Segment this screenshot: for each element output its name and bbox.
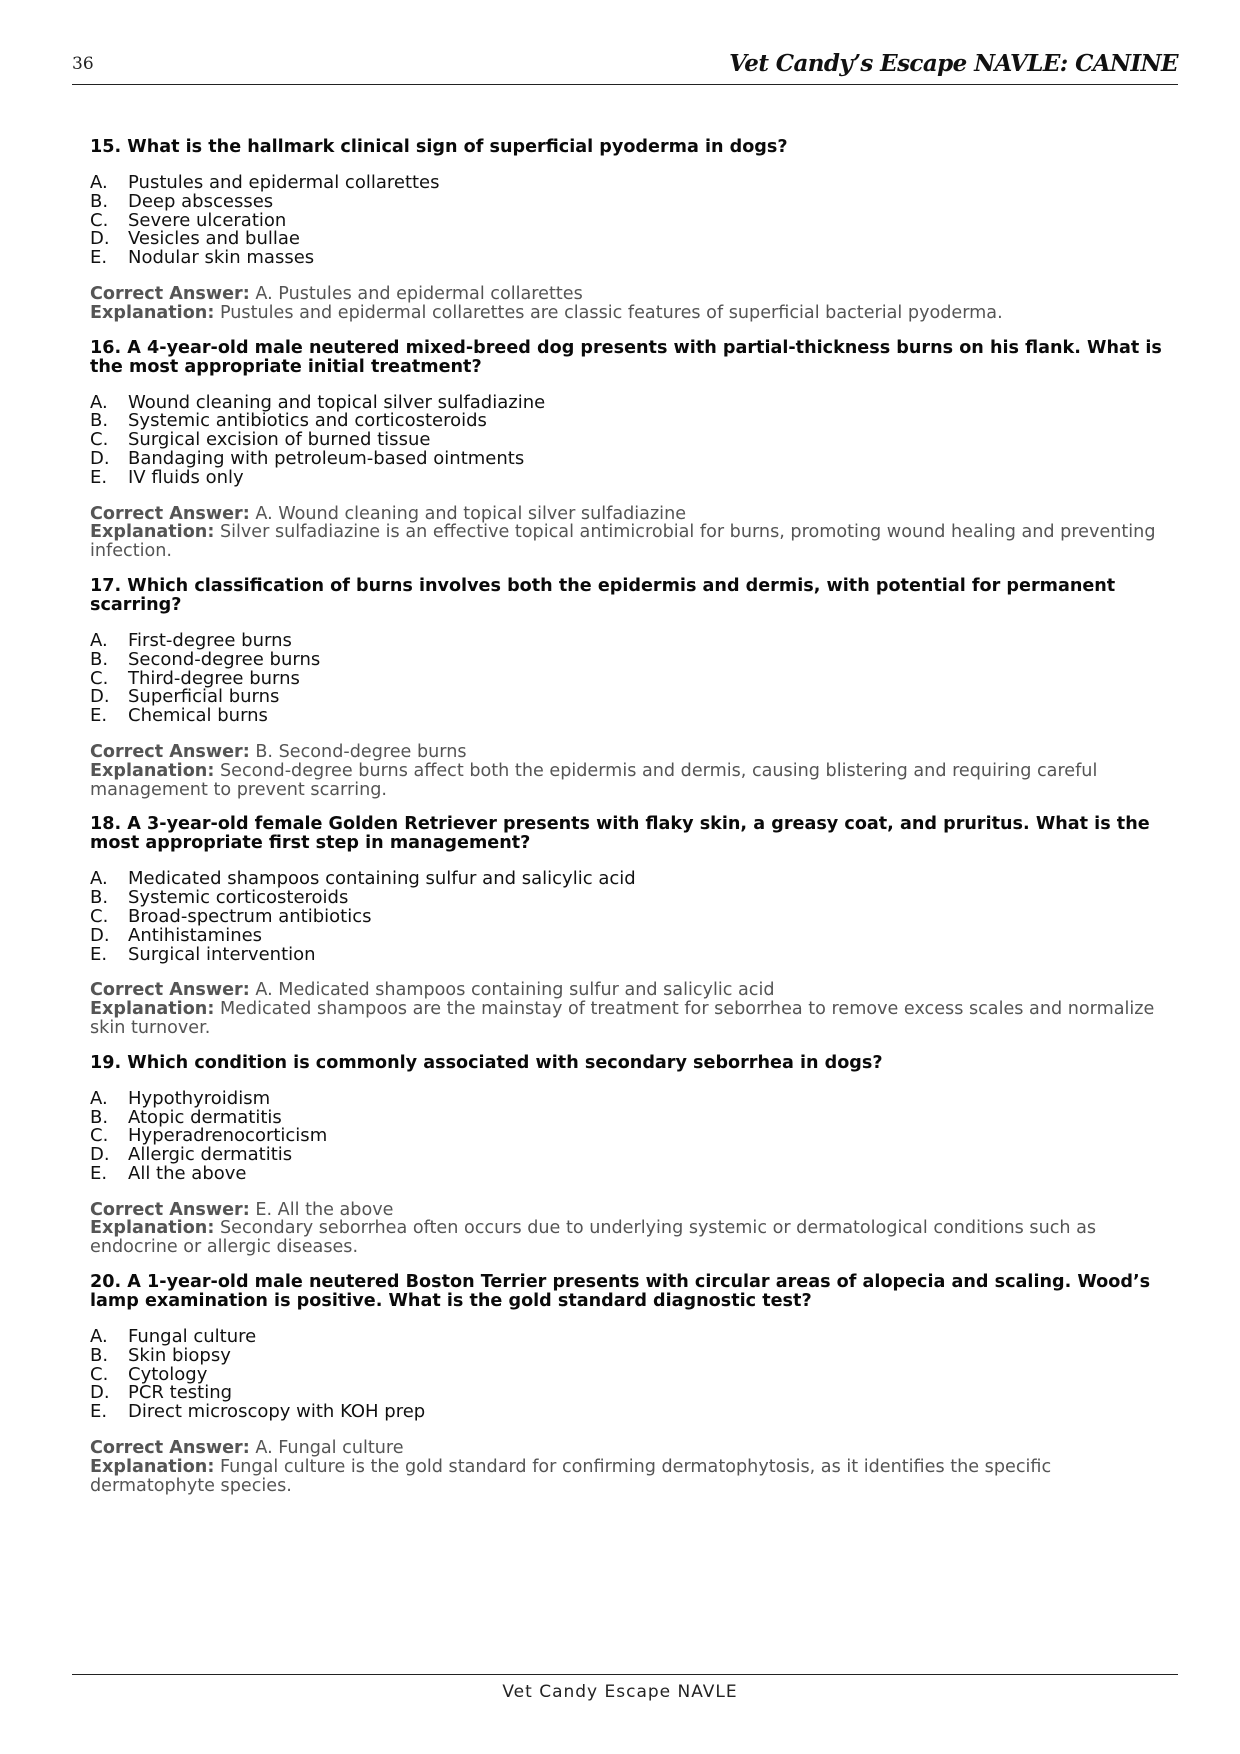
option-text: Antihistamines <box>128 924 263 946</box>
option-text: Surgical intervention <box>128 943 316 965</box>
option-text: Atopic dermatitis <box>128 1106 282 1128</box>
explanation-text: Medicated shampoos are the mainstay of treatment for seborrhea to remove excess scales and normalize skin turnover. <box>90 999 1155 1038</box>
option-text: Pustules and epidermal collarettes <box>128 172 440 193</box>
option-text: Nodular skin masses <box>128 247 315 269</box>
option-item <box>90 1328 1170 1347</box>
correct-answer-value: B. Second-degree burns <box>255 741 467 762</box>
answer-block <box>90 981 1170 1037</box>
option-letter: D. <box>90 228 110 250</box>
option-item <box>90 466 1170 488</box>
explanation <box>90 1458 1170 1496</box>
option-text: Bandaging with petroleum-based ointments <box>128 447 525 469</box>
footer-text: Vet Candy Escape NAVLE <box>502 1682 738 1702</box>
correct-answer-label: Correct Answer: <box>90 283 250 304</box>
option-item <box>90 190 1170 212</box>
option-list <box>90 1328 1170 1422</box>
question-text: 18. A 3-year-old female Golden Retriever presents with flaky skin, a greasy coat, and pruritus. What is the most appropriate first step in management? <box>90 814 1150 854</box>
option-list <box>90 629 1170 727</box>
option-text: Hypothyroidism <box>128 1087 271 1109</box>
correct-answer <box>90 1201 1170 1220</box>
option-item <box>90 1363 1170 1385</box>
option-item <box>90 648 1170 670</box>
option-letter: B. <box>90 887 109 909</box>
option-letter: E. <box>90 1162 108 1184</box>
option-letter: C. <box>90 905 109 927</box>
option-text: Fungal culture <box>128 1326 257 1348</box>
option-item <box>90 174 1170 193</box>
option-text: Surgical excision of burned tissue <box>128 429 431 451</box>
question-text: 20. A 1-year-old male neutered Boston Terrier presents with circular areas of alopecia and scaling. Wood’s lamp examination is positive. What is the gold standard diagnostic test? <box>90 1272 1151 1312</box>
option-text: Vesicles and bullae <box>128 228 300 250</box>
option-item <box>90 1087 1170 1109</box>
explanation-label: Explanation: <box>90 522 215 543</box>
option-text: Skin biopsy <box>128 1344 231 1366</box>
option-item <box>90 1146 1170 1165</box>
page-header <box>72 48 1178 85</box>
explanation-text: Silver sulfadiazine is an effective topical antimicrobial for burns, promoting wound healing and preventing infection. <box>90 522 1156 562</box>
option-item <box>90 1403 1170 1422</box>
question-text: 19. Which condition is commonly associated with secondary seborrhea in dogs? <box>90 1052 883 1073</box>
option-item <box>90 1162 1170 1184</box>
option-letter: E. <box>90 247 108 269</box>
explanation-text: Pustules and epidermal collarettes are classic features of superficial bacterial pyoderma. <box>219 302 1003 323</box>
explanation-label: Explanation: <box>90 1456 215 1477</box>
option-letter: E. <box>90 1401 108 1423</box>
option-letter: A. <box>90 1087 108 1109</box>
option-text: Severe ulceration <box>128 209 287 231</box>
explanation <box>90 523 1170 561</box>
explanation-text: Secondary seborrhea often occurs due to underlying systemic or dermatological conditions such as endocrine or allergic diseases. <box>90 1218 1097 1258</box>
question-list <box>90 138 1170 1511</box>
option-item <box>90 905 1170 927</box>
explanation <box>90 1000 1170 1038</box>
correct-answer <box>90 505 1170 524</box>
option-letter: C. <box>90 1363 109 1385</box>
answer-block <box>90 743 1170 799</box>
option-list <box>90 391 1170 488</box>
answer-block <box>90 505 1170 561</box>
option-letter: C. <box>90 667 109 689</box>
option-text: Direct microscopy with KOH prep <box>128 1401 426 1423</box>
option-text: Superficial burns <box>128 686 280 708</box>
correct-answer-value: A. Pustules and epidermal collarettes <box>255 283 583 304</box>
correct-answer <box>90 1439 1170 1458</box>
question-text: 15. What is the hallmark clinical sign of superficial pyoderma in dogs? <box>90 137 788 157</box>
explanation <box>90 1219 1170 1257</box>
page-number: 36 <box>72 54 94 74</box>
correct-answer <box>90 743 1170 762</box>
option-text: Wound cleaning and topical silver sulfadiazine <box>128 391 546 413</box>
correct-answer-label: Correct Answer: <box>90 741 250 762</box>
option-letter: A. <box>90 391 108 413</box>
question-block <box>90 1054 1170 1257</box>
correct-answer-value: A. Wound cleaning and topical silver sulfadiazine <box>255 503 687 524</box>
answer-block <box>90 1201 1170 1257</box>
option-letter: D. <box>90 686 110 708</box>
option-letter: C. <box>90 1125 109 1147</box>
option-text: Third-degree burns <box>128 667 300 689</box>
correct-answer-label: Correct Answer: <box>90 503 250 524</box>
option-letter: C. <box>90 429 109 451</box>
option-letter: E. <box>90 466 108 488</box>
explanation <box>90 304 1170 323</box>
option-letter: A. <box>90 172 108 193</box>
option-text: All the above <box>128 1162 247 1184</box>
option-text: Second-degree burns <box>128 648 321 670</box>
option-item <box>90 249 1170 268</box>
option-letter: A. <box>90 1326 108 1348</box>
option-text: Medicated shampoos containing sulfur and salicylic acid <box>128 868 636 890</box>
option-text: PCR testing <box>128 1382 233 1404</box>
option-list <box>90 174 1170 268</box>
explanation-label: Explanation: <box>90 1218 215 1239</box>
answer-block <box>90 1439 1170 1495</box>
option-letter: B. <box>90 648 109 670</box>
explanation-label: Explanation: <box>90 760 215 781</box>
option-letter: B. <box>90 410 109 432</box>
option-letter: A. <box>90 868 108 890</box>
option-text: Systemic antibiotics and corticosteroids <box>128 410 487 432</box>
footer-divider <box>72 1674 1178 1675</box>
correct-answer-label: Correct Answer: <box>90 1199 250 1220</box>
explanation-label: Explanation: <box>90 302 215 323</box>
option-letter: D. <box>90 924 110 946</box>
option-text: First-degree burns <box>128 629 292 651</box>
option-item <box>90 1344 1170 1366</box>
explanation-label: Explanation: <box>90 999 215 1020</box>
correct-answer-value: E. All the above <box>255 1199 394 1220</box>
option-letter: B. <box>90 1344 109 1366</box>
option-letter: D. <box>90 1144 110 1166</box>
question-text: 16. A 4-year-old male neutered mixed-breed dog presents with partial-thickness burns on his flank. What is the most appropriate initial treatment? <box>90 337 1162 377</box>
question-block <box>90 577 1170 799</box>
question-block <box>90 138 1170 323</box>
option-letter: C. <box>90 209 109 231</box>
option-list <box>90 870 1170 964</box>
correct-answer-label: Correct Answer: <box>90 1438 250 1459</box>
correct-answer-value: A. Medicated shampoos containing sulfur and salicylic acid <box>255 980 775 1001</box>
option-letter: E. <box>90 943 108 965</box>
option-letter: D. <box>90 1382 110 1404</box>
option-item <box>90 629 1170 651</box>
option-letter: B. <box>90 1106 109 1128</box>
option-text: Chemical burns <box>128 705 268 727</box>
option-item <box>90 447 1170 469</box>
option-item <box>90 943 1170 965</box>
correct-answer-value: A. Fungal culture <box>255 1438 404 1459</box>
option-letter: D. <box>90 447 110 469</box>
option-item <box>90 707 1170 726</box>
correct-answer-label: Correct Answer: <box>90 980 250 1001</box>
question-block <box>90 1273 1170 1495</box>
option-text: Hyperadrenocorticism <box>128 1125 328 1147</box>
option-text: Allergic dermatitis <box>128 1144 293 1166</box>
option-list <box>90 1087 1170 1184</box>
explanation-text: Fungal culture is the gold standard for confirming dermatophytosis, as it identifies the specific dermatophyte species. <box>90 1456 1052 1496</box>
question-block <box>90 815 1170 1037</box>
option-text: Systemic corticosteroids <box>128 887 349 909</box>
option-letter: A. <box>90 629 108 651</box>
answer-block <box>90 285 1170 323</box>
explanation <box>90 762 1170 800</box>
question-block <box>90 339 1170 561</box>
question-text: 17. Which classification of burns involves both the epidermis and dermis, with potential for permanent scarring? <box>90 575 1116 615</box>
option-text: Deep abscesses <box>128 190 274 212</box>
option-text: Broad-spectrum antibiotics <box>128 905 372 927</box>
correct-answer <box>90 285 1170 304</box>
option-letter: E. <box>90 705 108 727</box>
option-text: Cytology <box>128 1363 208 1385</box>
running-title: Vet Candy’s Escape NAVLE: CANINE <box>729 50 1178 77</box>
option-text: IV fluids only <box>128 466 244 488</box>
explanation-text: Second-degree burns affect both the epidermis and dermis, causing blistering and requiring careful management to prevent scarring. <box>90 760 1098 800</box>
correct-answer <box>90 981 1170 1000</box>
option-item <box>90 924 1170 946</box>
option-letter: B. <box>90 190 109 212</box>
